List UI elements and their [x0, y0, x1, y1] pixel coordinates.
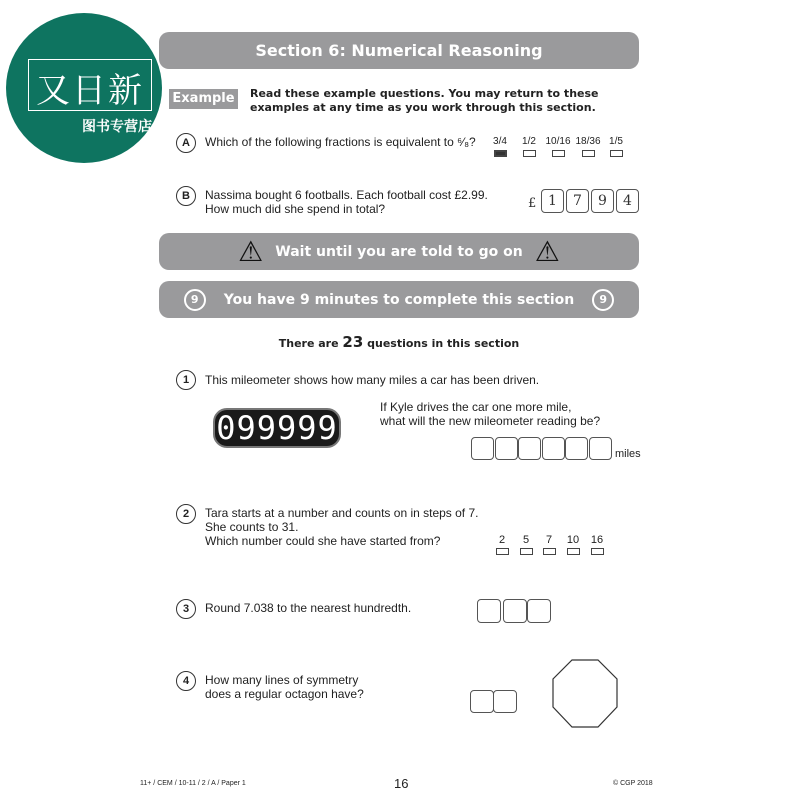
q1-line-2: what will the new mileometer reading be? — [380, 414, 601, 428]
option-checkbox[interactable] — [496, 548, 509, 555]
option-checkbox[interactable] — [552, 150, 565, 157]
count-post: questions in this section — [363, 337, 520, 350]
fraction-label: 3/4 — [493, 136, 507, 147]
option-checkbox[interactable] — [543, 548, 556, 555]
page-number: 16 — [394, 776, 409, 791]
question-b-text — [205, 188, 488, 216]
stopwatch-icon: 9 — [592, 289, 614, 311]
octagon-shape — [550, 658, 620, 730]
fraction-option[interactable] — [514, 135, 544, 160]
question-a-text: Which of the following fractions is equivalent to ⁶⁄₈? — [205, 135, 476, 149]
option-label: 16 — [590, 534, 604, 546]
question-b-line-2: How much did she spend in total? — [205, 202, 386, 216]
logo-sub: 图书专营店 — [82, 118, 152, 134]
option-label: 5 — [522, 534, 530, 546]
question-label-b: B — [176, 186, 196, 206]
answer-box[interactable] — [503, 599, 527, 623]
mileometer-display: 099999 — [216, 409, 338, 447]
footer-copyright: © CGP 2018 — [613, 780, 653, 787]
option-checkbox[interactable] — [567, 548, 580, 555]
q4-line-1: How many lines of symmetry — [205, 673, 359, 687]
miles-unit: miles — [615, 448, 641, 460]
answer-box[interactable] — [589, 437, 612, 460]
answer-box[interactable]: 1 — [541, 189, 564, 213]
warning-icon: ⚠ — [534, 235, 560, 268]
answer-box[interactable] — [565, 437, 588, 460]
mileometer — [213, 408, 341, 448]
answer-box[interactable] — [518, 437, 541, 460]
q4-line-2: does a regular octagon have? — [205, 687, 364, 701]
fraction-option[interactable] — [485, 135, 515, 160]
question-label-1: 1 — [176, 370, 196, 390]
question-count — [159, 333, 639, 351]
section-title: Section 6: Numerical Reasoning — [159, 32, 639, 69]
option-label: 10 — [566, 534, 580, 546]
answer-box[interactable]: 4 — [616, 189, 639, 213]
logo-main: 又日新 — [36, 71, 144, 111]
answer-box[interactable] — [471, 437, 494, 460]
answer-box[interactable] — [493, 690, 517, 713]
option-checkbox[interactable] — [520, 548, 533, 555]
fraction-option[interactable] — [543, 135, 573, 160]
answer-box[interactable] — [477, 599, 501, 623]
question-label-4: 4 — [176, 671, 196, 691]
fraction-option[interactable] — [573, 135, 603, 160]
count-pre: There are — [278, 337, 343, 350]
question-2-text — [205, 506, 479, 548]
question-1-prompt — [380, 400, 600, 428]
option-label: 7 — [545, 534, 553, 546]
count-number: 23 — [342, 333, 364, 351]
answer-box[interactable] — [542, 437, 565, 460]
q2-line-1: Tara starts at a number and counts on in steps of 7. — [205, 506, 479, 520]
answer-box[interactable]: 9 — [591, 189, 614, 213]
store-logo — [6, 13, 162, 163]
example-badge: Example — [169, 89, 238, 109]
option-checkbox[interactable] — [582, 150, 595, 157]
question-label-a: A — [176, 133, 196, 153]
question-b-line-1: Nassima bought 6 footballs. Each football cost £2.99. — [205, 188, 488, 202]
timer-banner — [159, 281, 639, 318]
answer-box[interactable] — [470, 690, 494, 713]
option-checkbox[interactable] — [494, 150, 507, 157]
question-label-2: 2 — [176, 504, 196, 524]
option-checkbox[interactable] — [591, 548, 604, 555]
fraction-label: 1/5 — [609, 136, 623, 147]
wait-banner — [159, 233, 639, 270]
question-1-text: This mileometer shows how many miles a car has been driven. — [205, 373, 540, 387]
option-checkbox[interactable] — [523, 150, 536, 157]
q2-line-2: She counts to 31. — [205, 520, 299, 534]
timer-text: You have 9 minutes to complete this section — [223, 291, 575, 308]
currency-symbol: £ — [528, 196, 537, 211]
fraction-label: 10/16 — [545, 136, 571, 147]
warning-icon: ⚠ — [238, 235, 264, 268]
fraction-label: 18/36 — [575, 136, 601, 147]
q2-line-3: Which number could she have started from? — [205, 534, 441, 548]
fraction-label: 1/2 — [522, 136, 536, 147]
answer-box[interactable] — [527, 599, 551, 623]
intro-line-2: examples at any time as you work through this section. — [250, 101, 596, 114]
footer-reference: 11+ / CEM / 10-11 / 2 / A / Paper 1 — [140, 780, 246, 787]
fraction-option[interactable] — [601, 135, 631, 160]
q1-line-1: If Kyle drives the car one more mile, — [380, 400, 572, 414]
example-intro — [250, 87, 599, 115]
question-label-3: 3 — [176, 599, 196, 619]
option-label: 2 — [498, 534, 506, 546]
intro-line-1: Read these example questions. You may return to these — [250, 87, 599, 100]
question-4-text — [205, 673, 364, 701]
wait-text: Wait until you are told to go on — [275, 243, 523, 260]
option-checkbox[interactable] — [610, 150, 623, 157]
stopwatch-icon: 9 — [184, 289, 206, 311]
answer-box[interactable]: 7 — [566, 189, 589, 213]
question-3-text: Round 7.038 to the nearest hundredth. — [205, 601, 412, 615]
number-option[interactable] — [582, 534, 612, 558]
answer-box[interactable] — [495, 437, 518, 460]
